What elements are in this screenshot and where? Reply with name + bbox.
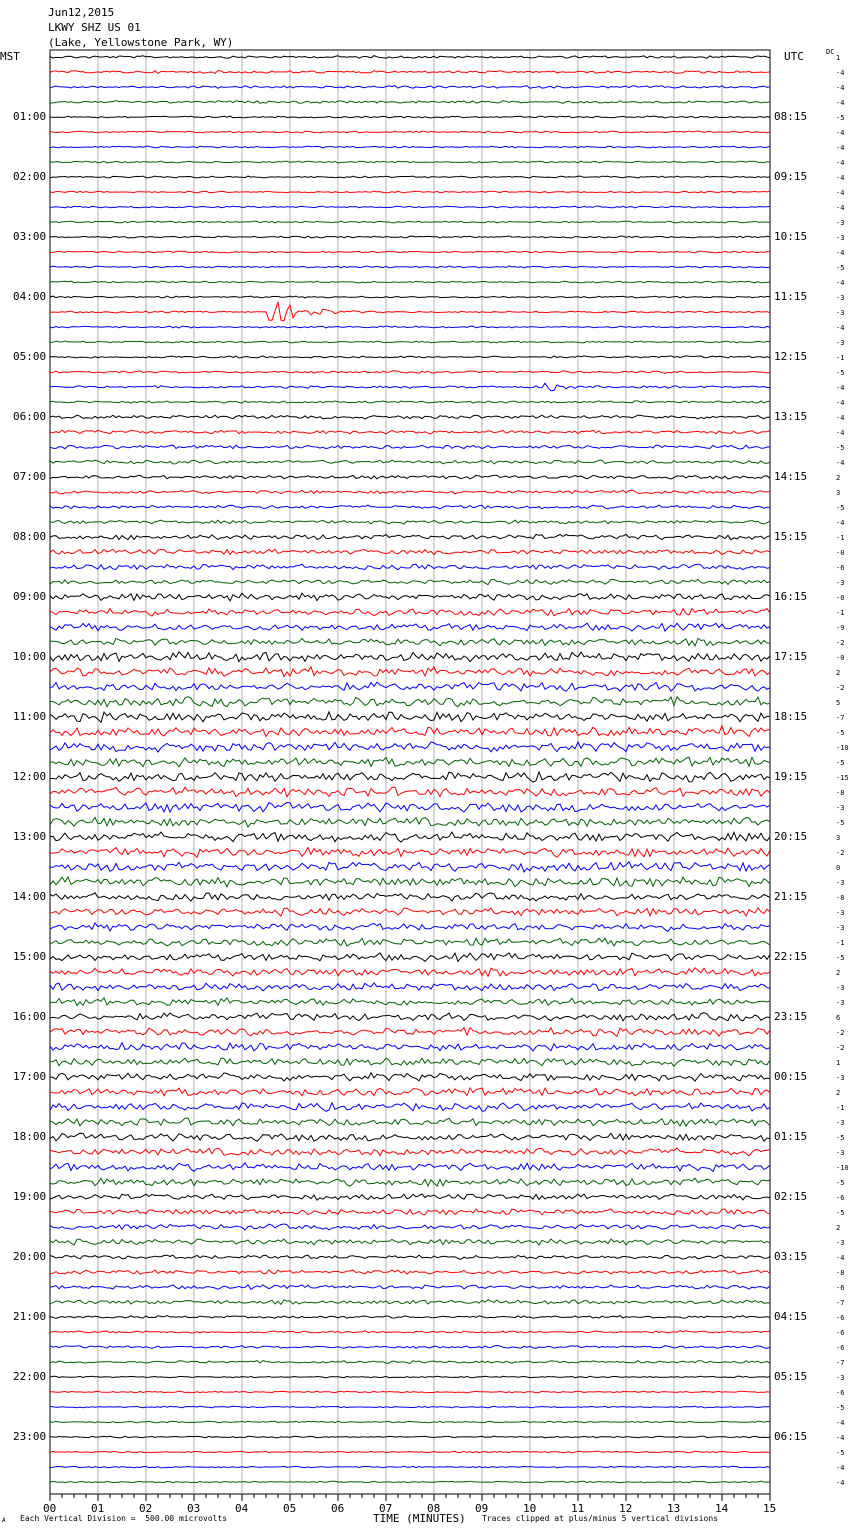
trace-row [50,923,770,932]
x-tick-label: 11 [571,1502,585,1515]
x-axis-title: TIME (MINUTES) [373,1512,466,1525]
left-hour-label: 15:00 [13,950,47,963]
dc-offset-value: -4 [836,399,845,407]
dc-offset-value: 2 [836,474,841,482]
dc-offset-value: -6 [836,564,845,572]
left-hour-label: 17:00 [13,1070,47,1083]
trace-row [50,953,770,962]
trace-row [50,667,770,677]
dc-offset-value: -6 [836,1389,845,1397]
trace-row [50,968,770,977]
trace-row [50,445,770,449]
dc-offset-value: -2 [836,684,845,692]
trace-row [50,877,770,887]
right-hour-label: 14:15 [774,470,808,483]
trace-row [50,1178,770,1186]
trace-row [50,266,770,268]
dc-offset-value: -8 [836,894,845,902]
trace-row [50,1194,770,1200]
trace-row [50,726,770,737]
left-timezone: MST [0,50,20,63]
trace-row [50,1436,770,1438]
dc-offset-value: -0 [836,594,845,602]
trace-row [50,1103,770,1112]
station-location: (Lake, Yellowstone Park, WY) [48,36,234,49]
dc-offset-value: -2 [836,849,845,857]
dc-offset-value: -3 [836,984,845,992]
dc-offset-value: -4 [836,159,845,167]
x-tick-label: 06 [331,1502,345,1515]
trace-row [50,302,770,321]
dc-offset-value: -2 [836,1029,845,1037]
trace-row [50,1255,770,1259]
trace-row [50,1163,770,1172]
dc-offset-value: -3 [836,294,845,302]
dc-offset-value: -4 [836,1464,845,1472]
trace-row [50,712,770,722]
dc-offset-value: 1 [836,1059,841,1067]
right-hour-label: 21:15 [774,890,808,903]
trace-row [50,281,770,283]
right-hour-label: 01:15 [774,1130,808,1143]
dc-offset-value: -3 [836,579,845,587]
x-tick-label: 01 [91,1502,105,1515]
dc-offset-value: -4 [836,84,845,92]
trace-row [50,1451,770,1453]
right-hour-label: 16:15 [774,590,808,603]
right-hour-label: 04:15 [774,1310,808,1323]
dc-offset-value: -5 [836,759,845,767]
dc-offset-value: 2 [836,669,841,677]
trace-row [50,1088,770,1096]
dc-offset-value: 3 [836,489,841,497]
right-hour-label: 22:15 [774,950,808,963]
trace-row [50,893,770,901]
trace-row [50,1376,770,1378]
dc-offset-value: -4 [836,204,845,212]
dc-offset-value: -3 [836,219,845,227]
trace-row [50,490,770,494]
dc-offset-value: -4 [836,1254,845,1262]
left-hour-label: 16:00 [13,1010,47,1023]
left-hour-label: 06:00 [13,410,47,423]
trace-row [50,848,770,858]
trace-row [50,832,770,842]
dc-offset-value: -3 [836,1239,845,1247]
trace-row [50,757,770,767]
right-hour-label: 10:15 [774,230,808,243]
dc-offset-value: -4 [836,384,845,392]
dc-offset-value: -7 [836,714,845,722]
dc-offset-value: -15 [836,774,849,782]
right-hour-label: 17:15 [774,650,808,663]
left-hour-label: 23:00 [13,1430,47,1443]
left-hour-label: 03:00 [13,230,47,243]
dc-offset-value: -1 [836,939,845,947]
dc-offset-value: -1 [836,534,845,542]
trace-row [50,251,770,253]
dc-offset-value: -6 [836,1329,845,1337]
trace-row [50,415,770,419]
trace-row [50,908,770,916]
dc-offset-value: -1 [836,354,845,362]
right-hour-label: 02:15 [774,1190,808,1203]
footer-left-mark: A [2,1517,6,1524]
trace-row [50,460,770,464]
trace-row [50,1361,770,1364]
x-tick-label: 00 [43,1502,57,1515]
trace-row [50,1406,770,1408]
trace-row [50,71,770,74]
trace-row [50,998,770,1006]
dc-offset-value: 2 [836,1089,841,1097]
dc-offset-value: -4 [836,1479,845,1487]
right-hour-label: 00:15 [774,1070,808,1083]
dc-offset-value: -3 [836,909,845,917]
dc-offset-value: -3 [836,879,845,887]
right-hour-label: 15:15 [774,530,808,543]
trace-row [50,983,770,991]
trace-row [50,520,770,524]
dc-offset-value: -2 [836,1044,845,1052]
trace-row [50,383,770,391]
left-hour-label: 18:00 [13,1130,47,1143]
right-hour-label: 06:15 [774,1430,808,1443]
x-tick-label: 05 [283,1502,297,1515]
trace-row [50,549,770,554]
dc-offset-value: -10 [836,744,849,752]
dc-offset-value: -5 [836,819,845,827]
left-hour-label: 10:00 [13,650,47,663]
dc-offset-value: -7 [836,1299,845,1307]
dc-offset-value: -4 [836,1419,845,1427]
trace-row [50,371,770,374]
trace-row [50,1285,770,1290]
dc-offset-value: -5 [836,1179,845,1187]
trace-row [50,1270,770,1274]
dc-offset-value: -0 [836,654,845,662]
dc-offset-value: 5 [836,699,841,707]
dc-offset-value: -4 [836,69,845,77]
dc-offset-value: -6 [836,1194,845,1202]
left-hour-label: 01:00 [13,110,47,123]
dc-label: DC [826,48,835,56]
trace-row [50,772,770,782]
trace-row [50,1239,770,1245]
dc-offset-value: -3 [836,309,845,317]
left-hour-label: 22:00 [13,1370,47,1383]
trace-row [50,787,770,797]
right-hour-label: 12:15 [774,350,808,363]
trace-row [50,682,770,691]
x-tick-label: 02 [139,1502,153,1515]
dc-offset-value: -5 [836,1134,845,1142]
trace-row [50,356,770,358]
dc-offset-value: -4 [836,279,845,287]
dc-offset-value: -5 [836,444,845,452]
trace-row [50,401,770,403]
dc-offset-value: -1 [836,1104,845,1112]
dc-offset-value: -2 [836,639,845,647]
trace-row [50,1391,770,1393]
dc-offset-value: -1 [836,609,845,617]
trace-row [50,1043,770,1051]
x-tick-label: 03 [187,1502,201,1515]
trace-row [50,475,770,479]
dc-offset-value: -3 [836,999,845,1007]
dc-offset-value: -0 [836,549,845,557]
dc-offset-value: -7 [836,1359,845,1367]
trace-row [50,161,770,163]
dc-offset-value: -5 [836,114,845,122]
right-hour-label: 19:15 [774,770,808,783]
dc-offset-value: -4 [836,1434,845,1442]
trace-row [50,862,770,872]
trace-row [50,638,770,646]
trace-row [50,221,770,223]
dc-offset-value: -4 [836,144,845,152]
dc-offset-value: -8 [836,1269,845,1277]
dc-offset-value: -4 [836,249,845,257]
left-hour-label: 09:00 [13,590,47,603]
trace-row [50,1133,770,1141]
dc-offset-value: 3 [836,834,841,842]
left-hour-label: 12:00 [13,770,47,783]
dc-offset-value: 2 [836,1224,841,1232]
dc-offset-value: -5 [836,1404,845,1412]
trace-row [50,86,770,89]
x-tick-label: 07 [379,1502,393,1515]
right-hour-label: 23:15 [774,1010,808,1023]
trace-row [50,116,770,118]
trace-row [50,1013,770,1021]
trace-row [50,131,770,133]
dc-offset-value: 0 [836,864,841,872]
station-id: LKWY SHZ US 01 [48,21,141,34]
x-tick-label: 12 [619,1502,633,1515]
dc-offset-value: -6 [836,1344,845,1352]
trace-row [50,1316,770,1319]
left-hour-label: 07:00 [13,470,47,483]
x-tick-label: 15 [763,1502,777,1515]
dc-offset-value: -4 [836,129,845,137]
right-hour-label: 08:15 [774,110,808,123]
trace-row [50,1481,770,1483]
dc-offset-value: -10 [836,1164,849,1172]
dc-offset-value: -3 [836,1074,845,1082]
left-hour-label: 05:00 [13,350,47,363]
trace-row [50,326,770,328]
trace-row [50,564,770,570]
dc-offset-value: -5 [836,264,845,272]
trace-row [50,609,770,617]
left-hour-label: 08:00 [13,530,47,543]
x-tick-label: 10 [523,1502,537,1515]
trace-row [50,206,770,208]
trace-row [50,1028,770,1037]
trace-row [50,802,770,812]
dc-offset-value: -6 [836,1284,845,1292]
dc-offset-value: -3 [836,804,845,812]
trace-row [50,341,770,343]
left-hour-label: 14:00 [13,890,47,903]
trace-row [50,1466,770,1468]
right-hour-label: 11:15 [774,290,808,303]
dc-offset-value: -5 [836,504,845,512]
left-hour-label: 13:00 [13,830,47,843]
trace-row [50,1073,770,1081]
right-hour-label: 18:15 [774,710,808,723]
trace-row [50,623,770,631]
right-hour-label: 13:15 [774,410,808,423]
right-timezone: UTC [784,50,804,63]
dc-offset-value: 1 [836,54,841,62]
left-hour-label: 21:00 [13,1310,47,1323]
trace-row [50,101,770,104]
trace-row [50,430,770,434]
trace-row [50,593,770,601]
trace-row [50,1118,770,1126]
right-hour-label: 05:15 [774,1370,808,1383]
dc-offset-value: -8 [836,789,845,797]
trace-row [50,1209,770,1215]
trace-row [50,1058,770,1066]
dc-offset-value: -3 [836,339,845,347]
x-tick-label: 04 [235,1502,249,1515]
trace-row [50,938,770,946]
trace-row [50,652,770,662]
trace-row [50,817,770,827]
clip-note: Traces clipped at plus/minus 5 vertical divisions [482,1514,719,1523]
trace-row [50,742,770,752]
trace-row [50,697,770,707]
dc-offset-value: -5 [836,1209,845,1217]
trace-row [50,56,770,59]
x-tick-label: 13 [667,1502,681,1515]
dc-offset-value: 2 [836,969,841,977]
left-hour-label: 19:00 [13,1190,47,1203]
left-hour-label: 20:00 [13,1250,47,1263]
dc-offset-value: -3 [836,924,845,932]
trace-row [50,1421,770,1423]
trace-row [50,236,770,238]
dc-offset-value: -3 [836,1374,845,1382]
dc-offset-value: -4 [836,324,845,332]
dc-offset-value: -9 [836,624,845,632]
trace-row [50,534,770,539]
dc-offset-value: -3 [836,1149,845,1157]
trace-row [50,579,770,584]
dc-offset-value: -3 [836,234,845,242]
dc-offset-value: -6 [836,1314,845,1322]
left-hour-label: 02:00 [13,170,47,183]
dc-offset-value: 6 [836,1014,841,1022]
x-tick-label: 09 [475,1502,489,1515]
dc-offset-value: -4 [836,414,845,422]
dc-offset-value: -5 [836,954,845,962]
dc-offset-value: -4 [836,99,845,107]
scale-note: Each Vertical Division = 500.00 microvolts [20,1514,228,1523]
right-hour-label: 03:15 [774,1250,808,1263]
left-hour-label: 11:00 [13,710,47,723]
trace-row [50,1148,770,1156]
trace-row [50,1331,770,1334]
dc-offset-value: -4 [836,519,845,527]
chart-date: Jun12,2015 [48,6,115,19]
dc-offset-value: -4 [836,174,845,182]
trace-row [50,176,770,178]
trace-row [50,1300,770,1305]
dc-offset-value: -5 [836,1449,845,1457]
x-tick-label: 14 [715,1502,729,1515]
dc-offset-value: -4 [836,429,845,437]
left-hour-label: 04:00 [13,290,47,303]
dc-offset-value: -3 [836,1119,845,1127]
trace-row [50,1346,770,1349]
dc-offset-value: -5 [836,729,845,737]
trace-row [50,191,770,193]
trace-row [50,296,770,298]
right-hour-label: 20:15 [774,830,808,843]
trace-row [50,146,770,148]
x-tick-label: 08 [427,1502,441,1515]
right-hour-label: 09:15 [774,170,808,183]
trace-row [50,1224,770,1230]
trace-row [50,505,770,509]
dc-offset-value: -4 [836,189,845,197]
dc-offset-value: -4 [836,459,845,467]
dc-offset-value: -5 [836,369,845,377]
